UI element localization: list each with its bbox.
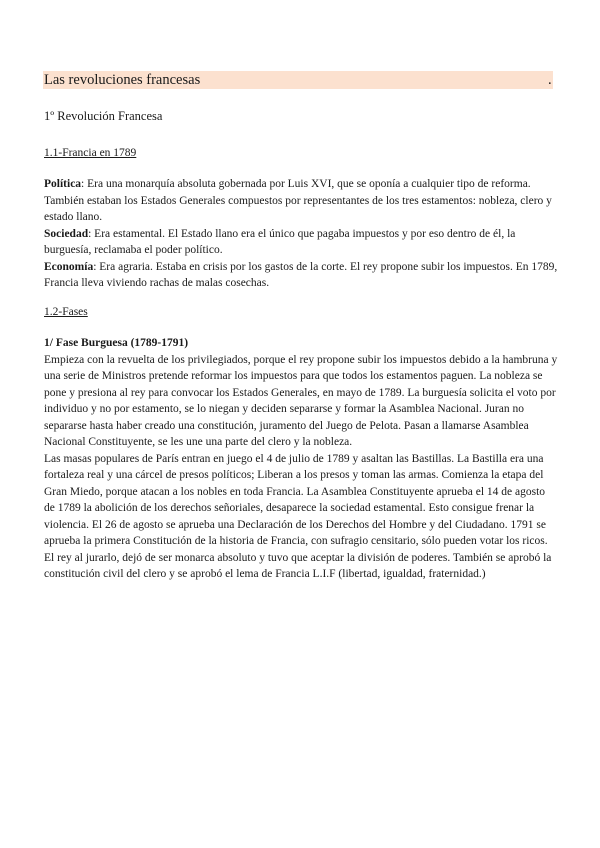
- section-francia-1789-body: [44, 176, 558, 292]
- paragraph-politica: [44, 176, 558, 226]
- document-title: Las revoluciones francesas: [44, 72, 201, 88]
- paragraph-revuelta: Empieza con la revuelta de los privilegiados, porque el rey propone subir los impuestos debido a la hambruna y una serie de Ministros pretende reformar los impuestos para que todos los estamentos paguen. La nobleza se pone y presiona al rey para convocar los Estados Generales, en mayo de 1789. La burguesía solicita el voto por individuo y no por estamento, se lo niegan y deciden separarse y formar la Asamblea Nacional. Juran no separarse hasta haber creado una constitución, juramento del Juego de Pelota. Pasan a llamarse Asamblea Nacional Constituyente, se les une una parte del clero y la nobleza.: [44, 353, 558, 448]
- label-economia: Economía: [44, 260, 94, 273]
- label-politica: Política: [44, 178, 82, 190]
- text-sociedad: : Era estamental. El Estado llano era el único que pagaba impuestos y por eso dentro de él, la burguesía, reclamaba el poder político.: [44, 227, 516, 256]
- section-fases-body: [44, 335, 558, 583]
- label-sociedad: Sociedad: [44, 227, 89, 240]
- paragraph-bastilla: Las masas populares de París entran en juego el 4 de julio de 1789 y asaltan las Bastillas. La Bastilla era una fortaleza real y una cárcel de presos políticos; Liberan a los presos y toman las armas. Comienza la etapa del Gran Miedo, porque atacan a los nobles en toda Francia. La Asamblea Constituyente aprueba el 14 de agosto de 1789 la abolición de los derechos señoriales, desaparece la sociedad estamental. Esto consigue frenar la violencia. El 26 de agosto se aprueba una Declaración de los Derechos del Hombre y del Ciudadano. 1791 se aprueba la primera Constitución de la historia de Francia, con sufragio censitario, sólo pueden votar los ricos. El rey al jurarlo, dejó de ser monarca absoluto y tuvo que aceptar la división de poderes. También se aprobó la constitución civil del clero y se aprobó el lema de Francia L.I.F (libertad, igualdad, fraternidad.): [44, 452, 552, 580]
- section-heading-francia-1789: 1.1-Francia en 1789: [44, 147, 137, 159]
- section-heading-fases: 1.2-Fases: [44, 306, 88, 318]
- text-economia: : Era agraria. Estaba en crisis por los gastos de la corte. El rey propone subir los impuestos. En 1789, Francia lleva viviendo rachas de malas cosechas.: [44, 260, 558, 289]
- main-heading: 1º Revolución Francesa: [44, 109, 163, 123]
- text-politica: : Era una monarquía absoluta gobernada por Luis XVI, que se oponía a cualquier tipo de reforma. También estaban los Estados Generales compuestos por representantes de los tres estamentos: nobleza, clero y estado llano.: [44, 178, 552, 223]
- phase-title-text: 1/ Fase Burguesa (1789-1791): [44, 337, 189, 349]
- paragraph-economia: [44, 259, 558, 292]
- title-period: .: [548, 72, 552, 88]
- phase-title: [44, 335, 558, 352]
- paragraph-sociedad: [44, 226, 558, 259]
